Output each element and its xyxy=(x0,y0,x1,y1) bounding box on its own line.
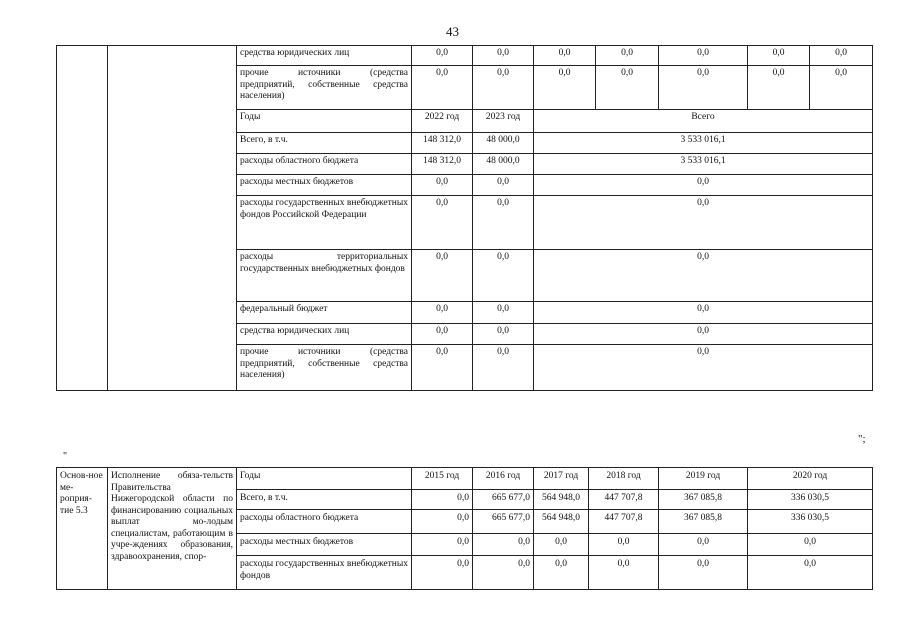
value-cell: 0,0 xyxy=(473,46,534,66)
value-cell: 0,0 xyxy=(473,66,534,110)
value-cell: 0,0 xyxy=(412,46,473,66)
value-cell: 0,0 xyxy=(412,510,473,534)
value-cell: 0,0 xyxy=(412,324,473,345)
total-cell: 0,0 xyxy=(534,250,873,302)
blank-cell xyxy=(108,46,237,391)
value-cell: 0,0 xyxy=(659,46,748,66)
value-cell: 447 707,8 xyxy=(589,490,659,510)
value-cell: 0,0 xyxy=(412,556,473,590)
value-cell: 0,0 xyxy=(596,66,659,110)
value-cell: 0,0 xyxy=(534,66,596,110)
row-label: расходы областного бюджета xyxy=(237,510,412,534)
table-header-row xyxy=(57,468,873,490)
value-cell: 0,0 xyxy=(748,46,810,66)
value-cell: 0,0 xyxy=(534,556,589,590)
year-header: 2015 год xyxy=(412,468,473,490)
value-cell: 0,0 xyxy=(596,46,659,66)
value-cell: 0,0 xyxy=(473,250,534,302)
total-cell: 0,0 xyxy=(534,345,873,391)
page-number: 43 xyxy=(446,24,459,39)
total-header: Всего xyxy=(534,110,873,133)
value-cell: 0,0 xyxy=(412,175,473,196)
value-cell: 367 085,8 xyxy=(659,510,748,534)
value-cell: 564 948,0 xyxy=(534,510,589,534)
measure-description: Исполнение обяза-тельств Правительства Нижегородской области по финансированию социальных выплат мо-лодым специалистам, работающим в учре-ждениях образования, здравоохранения, спор- xyxy=(108,468,237,590)
value-cell: 0,0 xyxy=(748,534,873,556)
value-cell: 0,0 xyxy=(589,556,659,590)
row-label: средства юридических лиц xyxy=(237,46,412,66)
row-label: расходы государственных внебюджетных фондов xyxy=(237,556,412,590)
value-cell: 0,0 xyxy=(659,556,748,590)
total-cell: 0,0 xyxy=(534,302,873,324)
funding-table-continued xyxy=(56,45,873,391)
value-cell: 0,0 xyxy=(473,175,534,196)
total-cell: 3 533 016,1 xyxy=(534,154,873,175)
value-cell: 48 000,0 xyxy=(473,133,534,154)
value-cell: 0,0 xyxy=(748,556,873,590)
value-cell: 367 085,8 xyxy=(659,490,748,510)
row-label: федеральный бюджет xyxy=(237,302,412,324)
total-cell: 3 533 016,1 xyxy=(534,133,873,154)
total-cell: 0,0 xyxy=(534,175,873,196)
blank-cell xyxy=(57,46,108,391)
total-cell: 0,0 xyxy=(534,324,873,345)
value-cell: 0,0 xyxy=(473,556,534,590)
value-cell: 336 030,5 xyxy=(748,510,873,534)
measure-number: Основ-ное ме-роприя-тие 5.3 xyxy=(57,468,108,590)
year-header: 2016 год xyxy=(473,468,534,490)
value-cell: 0,0 xyxy=(659,534,748,556)
year-header: 2023 год xyxy=(473,110,534,133)
value-cell: 0,0 xyxy=(473,534,534,556)
measure-5-3-table xyxy=(56,467,873,590)
value-cell: 0,0 xyxy=(534,46,596,66)
value-cell: 0,0 xyxy=(473,302,534,324)
value-cell: 48 000,0 xyxy=(473,154,534,175)
value-cell: 0,0 xyxy=(412,534,473,556)
value-cell: 0,0 xyxy=(473,345,534,391)
value-cell: 0,0 xyxy=(473,196,534,250)
value-cell: 0,0 xyxy=(810,66,873,110)
row-label: Всего, в т.ч. xyxy=(237,133,412,154)
value-cell: 564 948,0 xyxy=(534,490,589,510)
value-cell: 0,0 xyxy=(473,324,534,345)
value-cell: 148 312,0 xyxy=(412,133,473,154)
value-cell: 336 030,5 xyxy=(748,490,873,510)
value-cell: 0,0 xyxy=(748,66,810,110)
year-header: 2017 год xyxy=(534,468,589,490)
row-label: Всего, в т.ч. xyxy=(237,490,412,510)
value-cell: 0,0 xyxy=(412,302,473,324)
row-label: средства юридических лиц xyxy=(237,324,412,345)
table-row xyxy=(57,46,873,66)
row-label: расходы областного бюджета xyxy=(237,154,412,175)
row-label: расходы местных бюджетов xyxy=(237,175,412,196)
value-cell: 665 677,0 xyxy=(473,510,534,534)
year-header: 2022 год xyxy=(412,110,473,133)
row-label: расходы местных бюджетов xyxy=(237,534,412,556)
year-header: 2018 год xyxy=(589,468,659,490)
value-cell: 0,0 xyxy=(810,46,873,66)
value-cell: 447 707,8 xyxy=(589,510,659,534)
year-header: 2020 год xyxy=(748,468,873,490)
row-label: прочие источники (средства предприятий, собственные средства населения) xyxy=(237,345,412,391)
opening-quote: " xyxy=(63,451,68,462)
value-cell: 0,0 xyxy=(534,534,589,556)
years-header: Годы xyxy=(237,468,412,490)
value-cell: 0,0 xyxy=(589,534,659,556)
value-cell: 0,0 xyxy=(412,345,473,391)
value-cell: 0,0 xyxy=(659,66,748,110)
row-label: расходы территориальных государственных внебюджетных фондов xyxy=(237,250,412,302)
value-cell: 148 312,0 xyxy=(412,154,473,175)
total-cell: 0,0 xyxy=(534,196,873,250)
value-cell: 665 677,0 xyxy=(473,490,534,510)
year-header: 2019 год xyxy=(659,468,748,490)
value-cell: 0,0 xyxy=(412,66,473,110)
value-cell: 0,0 xyxy=(412,196,473,250)
value-cell: 0,0 xyxy=(412,490,473,510)
years-header: Годы xyxy=(237,110,412,133)
row-label: прочие источники (средства предприятий, собственные средства населения) xyxy=(237,66,412,110)
value-cell: 0,0 xyxy=(412,250,473,302)
closing-quote: "; xyxy=(858,433,866,445)
row-label: расходы государственных внебюджетных фондов Российской Федерации xyxy=(237,196,412,250)
